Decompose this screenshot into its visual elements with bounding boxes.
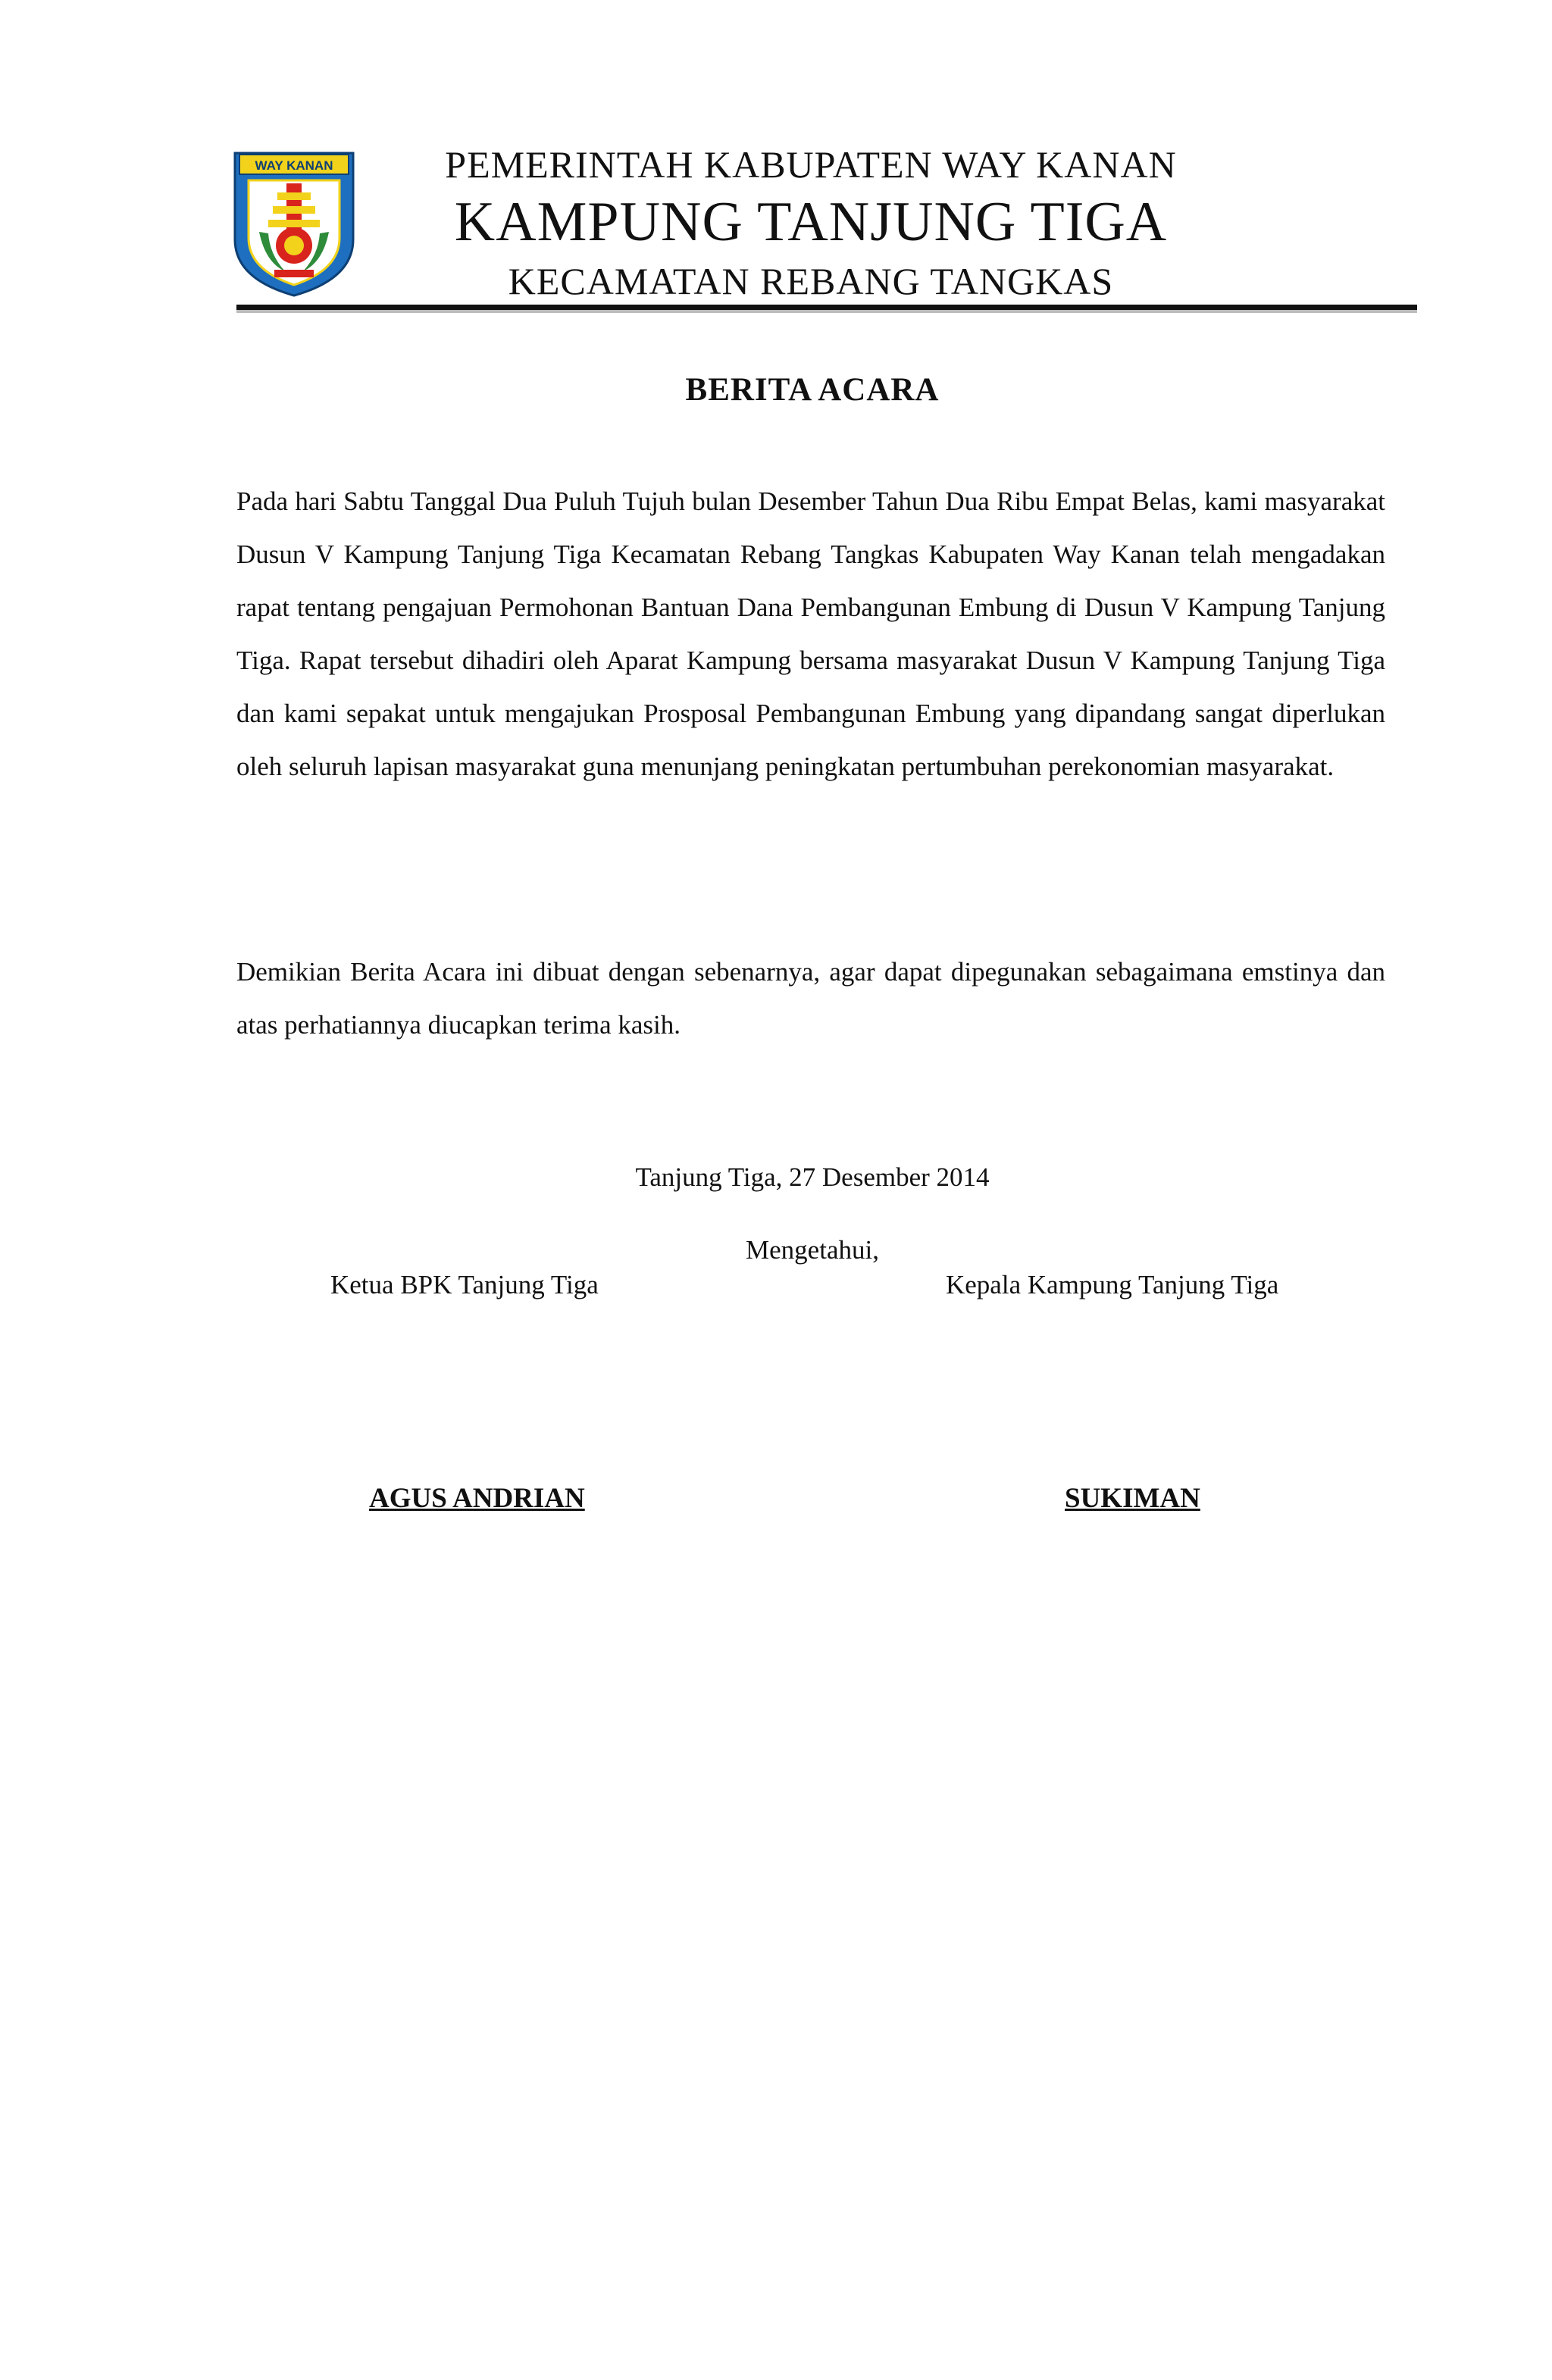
- letterhead-text: [349, 141, 1273, 300]
- government-name: PEMERINTAH KABUPATEN WAY KANAN: [445, 143, 1177, 186]
- right-signatory-role: Kepala Kampung Tanjung Tiga: [946, 1270, 1279, 1299]
- letterhead-divider: [236, 305, 1417, 310]
- svg-text:WAY KANAN: WAY KANAN: [255, 158, 333, 173]
- right-signatory-name: SUKIMAN: [1065, 1483, 1200, 1514]
- left-signatory-name: AGUS ANDRIAN: [369, 1483, 585, 1514]
- left-signatory-role: Ketua BPK Tanjung Tiga: [330, 1270, 599, 1299]
- acknowledged-label: Mengetahui,: [746, 1235, 879, 1265]
- body-paragraph-1: Pada hari Sabtu Tanggal Dua Puluh Tujuh bulan Desember Tahun Dua Ribu Empat Belas, kami masyarakat Dusun V Kampung Tanjung Tiga Kecamatan Rebang Tangkas Kabupaten Way Kanan telah mengadakan rapat tentang pengajuan Permohonan Bantuan Dana Pembangunan Embung di Dusun V Kampung Tanjung Tiga. Rapat tersebut dihadiri oleh Aparat Kampung bersama masyarakat Dusun V Kampung Tanjung Tiga dan kami sepakat untuk mengajukan Prosposal Pembangunan Embung yang dipandang sangat diperlukan oleh seluruh lapisan masyarakat guna menunjang peningkatan pertumbuhan perekonomian masyarakat.: [236, 486, 1385, 781]
- district-name: KECAMATAN REBANG TANGKAS: [508, 260, 1114, 302]
- document-title: BERITA ACARA: [685, 372, 940, 408]
- village-name: KAMPUNG TANJUNG TIGA: [454, 191, 1168, 253]
- body-paragraph-2: Demikian Berita Acara ini dibuat dengan sebenarnya, agar dapat dipegunakan sebagaimana emstinya dan atas perhatiannya diucapkan terima kasih.: [236, 957, 1385, 1040]
- regency-emblem-logo: [232, 149, 356, 299]
- place-and-date: Tanjung Tiga, 27 Desember 2014: [635, 1162, 990, 1192]
